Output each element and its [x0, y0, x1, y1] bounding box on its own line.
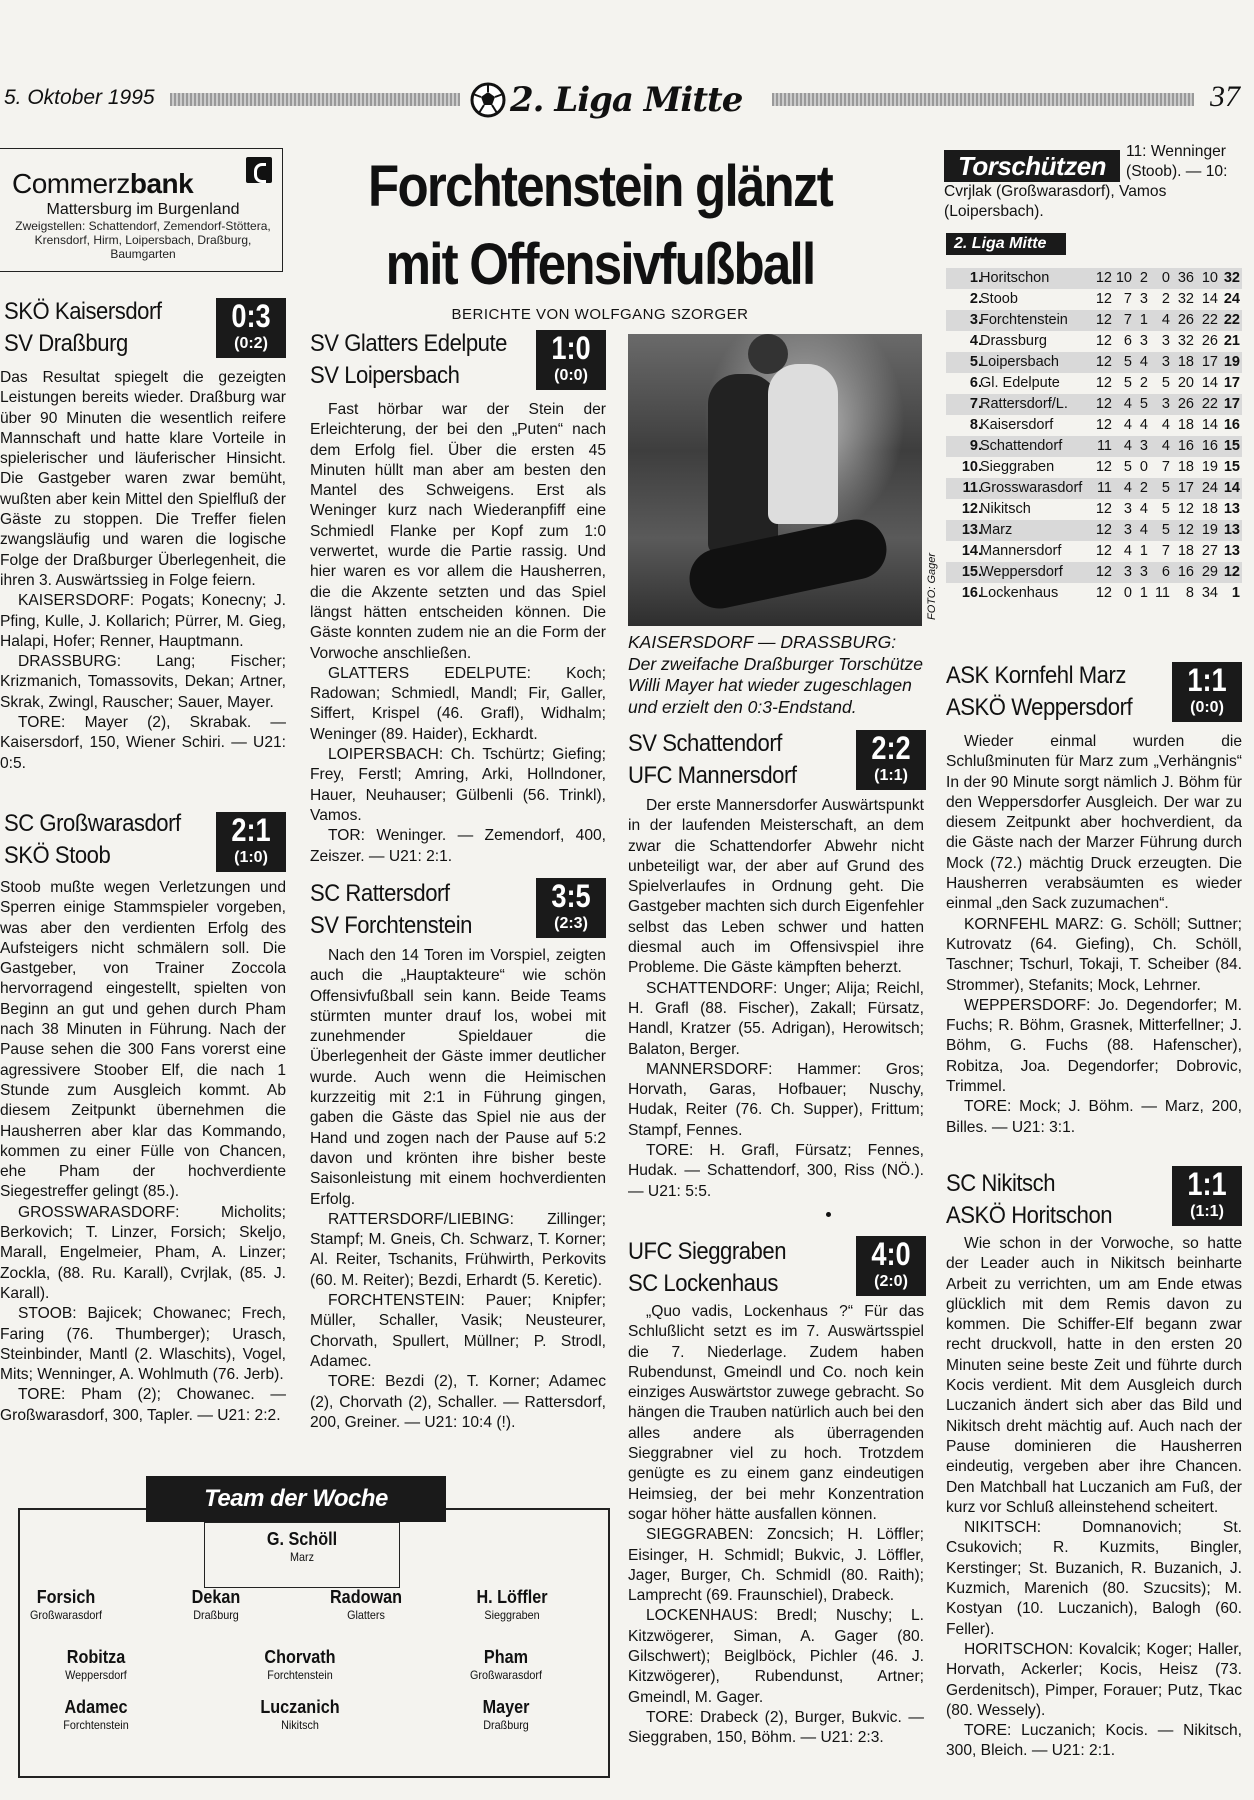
table-cell-ga: 14: [1201, 417, 1218, 433]
table-cell-gp: 11: [1096, 480, 1112, 496]
table-cell-l: 5: [1161, 375, 1170, 391]
table-cell-rank: 3.: [969, 312, 982, 328]
table-cell-rank: 10.: [961, 459, 982, 475]
table-cell-ga: 14: [1201, 375, 1218, 391]
table-cell-gf: 16: [1177, 564, 1194, 580]
score-badge-glatters: 1:0 (0:0): [536, 330, 606, 390]
table-cell-pts: 17: [1223, 396, 1240, 412]
table-cell-pts: 1: [1231, 585, 1240, 601]
table-cell-gp: 12: [1095, 501, 1112, 517]
table-cell-ga: 19: [1201, 522, 1218, 538]
table-cell-d: 2: [1139, 270, 1148, 286]
photo-caption: KAISERSDORF — DRASSBURG: Der zweifache Draßburger Torschütze Willi Mayer hat wieder zugeschlagen und erzielt den 0:3-Endstand.: [628, 632, 924, 717]
table-cell-d: 2: [1139, 375, 1148, 391]
match-heading-schattendorf: SV Schattendorf UFC Mannersdorf: [628, 730, 797, 789]
table-cell-pts: 13: [1223, 522, 1240, 538]
table-cell-ga: 16: [1201, 438, 1218, 454]
table-cell-pts: 21: [1223, 333, 1240, 349]
table-cell-rank: 15.: [961, 564, 982, 580]
match-heading-rattersdorf: SC Rattersdorf SV Forchtenstein: [310, 880, 473, 939]
table-cell-w: 4: [1123, 396, 1132, 412]
table-cell-w: 4: [1123, 417, 1132, 433]
table-row: [946, 478, 1242, 499]
table-cell-ga: 22: [1201, 312, 1218, 328]
table-cell-d: 1: [1139, 585, 1148, 601]
table-cell-ga: 27: [1201, 543, 1218, 559]
table-cell-gf: 8: [1185, 585, 1194, 601]
table-row: [946, 562, 1242, 583]
table-cell-gp: 12: [1095, 396, 1112, 412]
table-cell-pts: 13: [1223, 543, 1240, 559]
table-row: [946, 541, 1242, 562]
table-cell-gp: 11: [1096, 438, 1112, 454]
table-cell-gf: 18: [1177, 459, 1194, 475]
table-row: [946, 373, 1242, 394]
table-cell-team: Sieggraben: [980, 459, 1055, 475]
table-cell-l: 3: [1161, 396, 1170, 412]
match-heading-nikitsch: SC Nikitsch ASKÖ Horitschon: [946, 1170, 1113, 1229]
table-cell-pts: 32: [1223, 270, 1240, 286]
table-cell-rank: 13.: [961, 522, 982, 538]
table-cell-team: Schattendorf: [980, 438, 1063, 454]
table-cell-l: 7: [1161, 543, 1170, 559]
tow-defender: Radowan Glatters: [329, 1587, 402, 1622]
table-cell-team: Forchtenstein: [980, 312, 1068, 328]
table-cell-d: 3: [1139, 333, 1148, 349]
table-cell-w: 4: [1123, 438, 1132, 454]
main-headline: Forchtenstein glänzt mit Offensivfußball: [368, 154, 832, 297]
table-cell-gp: 12: [1095, 417, 1112, 433]
table-cell-d: 4: [1139, 522, 1148, 538]
table-cell-ga: 17: [1201, 354, 1218, 370]
table-cell-team: Marz: [980, 522, 1013, 538]
table-cell-pts: 22: [1223, 312, 1240, 328]
table-cell-l: 7: [1161, 459, 1170, 475]
table-cell-d: 3: [1139, 438, 1148, 454]
table-cell-l: 4: [1161, 438, 1170, 454]
table-cell-gp: 12: [1095, 543, 1112, 559]
table-cell-l: 5: [1161, 480, 1170, 496]
table-cell-gf: 36: [1177, 270, 1194, 286]
table-cell-rank: 16.: [961, 585, 982, 601]
table-cell-rank: 11.: [962, 480, 982, 496]
table-cell-gp: 12: [1095, 333, 1112, 349]
table-cell-w: 3: [1123, 564, 1132, 580]
tow-midfielder: Pham Großwarasdorf: [469, 1647, 543, 1682]
table-cell-gf: 20: [1177, 375, 1194, 391]
bank-city: Mattersburg im Burgenland: [46, 201, 240, 218]
tow-forward: Mayer Draßburg: [482, 1697, 530, 1732]
bank-logo-icon: [246, 157, 272, 183]
tow-forward: Luczanich Nikitsch: [260, 1697, 340, 1732]
table-cell-l: 3: [1161, 354, 1170, 370]
table-cell-gf: 18: [1177, 354, 1194, 370]
table-cell-rank: 1.: [969, 270, 982, 286]
article-schattendorf: Der erste Mannersdorfer Auswärtspunkt in der laufenden Meisterschaft, an dem zwar die Schattendorfer Abwehr nicht unbeteiligt war, der aber auf Grund des Spielverlaufes in Ordnung geht. Die Gastgeber machten sich durch Eigenfehler selbst das Leben schwer und hatten diesmal auch im Offensivspiel ihre Probleme. Die Gäste kämpften beherzt. SCHATTENDORF: Unger; Alija; Reichl, H. Grafl (88. Fischer), Zakall; Fürsatz, Handl, Kratzer (55. Adrigan), Herowitsch; Balaton, Berger. MANNERSDORF: Hammer: Gros; Horvath, Garas, Hofbauer; Nuschy, Hudak, Reiter (76. Ch. Supper), Frittum; Stampf, Fennes. TORE: H. Grafl, Fürsatz; Fennes, Hudak. — Schattendorf, 300, Riss (NÖ.). — U21: 5:5.: [628, 797, 924, 1200]
table-cell-pts: 19: [1223, 354, 1240, 370]
table-cell-gf: 12: [1177, 522, 1194, 538]
soccer-ball-icon: [468, 80, 508, 120]
table-cell-pts: 15: [1223, 459, 1240, 475]
issue-date: 5. Oktober 1995: [4, 86, 155, 109]
table-cell-w: 4: [1123, 480, 1132, 496]
table-cell-team: Gl. Edelpute: [980, 375, 1060, 391]
photo-credit: FOTO: Gager: [926, 552, 938, 620]
bank-name: Commerzbank: [12, 168, 194, 199]
table-cell-pts: 15: [1223, 438, 1240, 454]
article-glatters: Fast hörbar war der Stein der Erleichterung, der bei den „Puten“ nach dem Erfolg fiel. Über die ersten 45 Minuten hüllt man aber am besten den Mantel des Schweigens. Erst als Weninger kurz nach Wiederanpfiff eine Schmiedl Flanke per Kopf zum 1:0 verwertet, wurde die Partie rassig. Und hier waren es vor allem die Hausherren, die die Akzente setzten und das Spiel längst hätten entscheiden können. Die Gäste konnten zudem nie an die Form der Vorwoche anschließen. GLATTERS EDELPUTE: Koch; Radowan; Schmiedl, Mandl; Fir, Galler, Siffert, Krispel (46. Grafl), Widhalm; Weninger (89. Haider), Eckhardt. LOIPERSBACH: Ch. Tschürtz; Giefing; Frey, Ferstl; Amring, Arki, Hollndoner, Hauer, Neuhauser; Gülbenli (56. Trinkl), Vamos. TOR: Weninger. — Zemendorf, 400, Zeiszer. — U21: 2:1.: [310, 401, 606, 865]
table-cell-w: 7: [1123, 291, 1132, 307]
table-cell-gf: 16: [1177, 438, 1194, 454]
table-cell-l: 5: [1161, 501, 1170, 517]
table-cell-ga: 14: [1201, 291, 1218, 307]
table-cell-team: Nikitsch: [980, 501, 1031, 517]
table-cell-d: 1: [1139, 312, 1148, 328]
league-table-title: 2. Liga Mitte: [946, 233, 1066, 255]
table-cell-l: 2: [1161, 291, 1170, 307]
table-cell-pts: 24: [1223, 291, 1240, 307]
table-row: [946, 268, 1242, 289]
table-cell-ga: 18: [1201, 501, 1218, 517]
table-cell-gp: 12: [1095, 459, 1112, 475]
table-cell-team: Mannersdorf: [980, 543, 1062, 559]
table-cell-w: 5: [1123, 459, 1132, 475]
score-badge-kaisersdorf: 0:3 (0:2): [216, 298, 286, 358]
score-badge-kornfehl: 1:1 (0:0): [1172, 662, 1242, 722]
table-cell-d: 5: [1139, 396, 1148, 412]
table-cell-l: 0: [1161, 270, 1170, 286]
match-photo: [628, 334, 922, 626]
page-number: 37: [1210, 80, 1240, 113]
table-cell-d: 4: [1139, 417, 1148, 433]
article-sieggraben: „Quo vadis, Lockenhaus ?“ Für das Schlußlicht setzt es im 7. Auswärtsspiel die 7. Niederlage. Zudem haben Rubendunst, Gmeindl und Co. noch kein einziges Auswärtstor zuwege gebracht. So hängen die Trauben natürlich auch bei den alles andere als überragenden Sieggrabner viel zu hoch. Trotzdem genügte es zu einem ganz eindeutigen Heimsieg, der bei mehr Konzentration sogar höher hätte ausfallen können. SIEGGRABEN: Zoncsich; H. Löffler; Eisinger, H. Schmidl; Bukvic, J. Löffler, Jager, Burger, Ch. Schmidl (80. Raith); Lamprecht (69. Fraunschiel), Drabeck. LOCKENHAUS: Bredl; Nuschy; L. Kitzwögerer, Siman, A. Gager (80. Gilschwert); Beiglböck, Pichler (46. J. Kitzwögerer), Rubendunst, Artner; Gmeindl, M. Gager. TORE: Drabeck (2), Burger, Bukvic. — Sieggraben, 150, Böhm. — U21: 2:3.: [628, 1303, 924, 1747]
table-cell-team: Stoob: [980, 291, 1018, 307]
article-kornfehl: Wieder einmal wurden die Schlußminuten für Marz zum „Verhängnis“ In der 90 Minute sorgt nämlich J. Böhm für den Weppersdorfer Ausgleich. Der war zu diesem Zeitpunkt aber hochverdient, da die Gäste nach der Marzer Führung durch Mock (72.) mächtig Druck erzeugten. Die Hausherren verabsäumten es wieder einmal „den Sack zuzumachen“. KORNFEHL MARZ: G. Schöll; Suttner; Kutrovatz (64. Giefing), Ch. Schöll, Taschner; Tschurl, Tokaji, T. Scheiber (84. Strommer), Stefanits; Mock, Lehrner. WEPPERSDORF: Jo. Degendorfer; M. Fuchs; R. Böhm, Grasnek, Mitterfellner; J. Böhm, G. Fuchs (88. Hafenscher), Robitza, Joa. Degendorfer; Dobrovic, Trimmel. TORE: Mock; J. Böhm. — Marz, 200, Billes. — U21: 3:1.: [946, 733, 1242, 1136]
table-cell-d: 4: [1139, 354, 1148, 370]
table-cell-gf: 12: [1177, 501, 1194, 517]
table-cell-gf: 18: [1177, 543, 1194, 559]
table-cell-gp: 12: [1095, 564, 1112, 580]
byline: BERICHTE VON WOLFGANG SZORGER: [451, 306, 749, 323]
table-cell-gf: 32: [1177, 333, 1194, 349]
table-cell-ga: 19: [1201, 459, 1218, 475]
section-logo: [464, 80, 764, 120]
top-scorers-text: 11: Wenninger (Stoob). — 10: Cvrjlak (Großwarasdorf), Vamos (Loipersbach).: [944, 143, 1228, 220]
table-row: [946, 457, 1242, 478]
table-cell-gp: 12: [1095, 585, 1112, 601]
match-heading-sieggraben: UFC Sieggraben SC Lockenhaus: [628, 1238, 787, 1297]
table-cell-l: 4: [1161, 417, 1170, 433]
score-badge-grosswarasdorf: 2:1 (1:0): [216, 812, 286, 872]
table-cell-gp: 12: [1095, 354, 1112, 370]
table-row: [946, 394, 1242, 415]
table-row: [946, 289, 1242, 310]
table-cell-team: Rattersdorf/L.: [980, 396, 1068, 412]
table-cell-l: 6: [1161, 564, 1170, 580]
table-cell-gf: 32: [1177, 291, 1194, 307]
table-cell-team: Horitschon: [980, 270, 1050, 286]
table-cell-pts: 13: [1223, 501, 1240, 517]
table-cell-ga: 24: [1201, 480, 1218, 496]
tow-goalkeeper: G. Schöll Marz: [266, 1529, 338, 1564]
table-cell-gp: 12: [1095, 375, 1112, 391]
table-cell-gf: 17: [1177, 480, 1194, 496]
match-heading-glatters: SV Glatters Edelpute SV Loipersbach: [310, 330, 507, 389]
table-cell-w: 4: [1123, 543, 1132, 559]
table-cell-d: 2: [1139, 480, 1148, 496]
score-badge-schattendorf: 2:2 (1:1): [856, 730, 926, 790]
table-cell-team: Drassburg: [980, 333, 1047, 349]
table-cell-w: 5: [1123, 375, 1132, 391]
score-badge-nikitsch: 1:1 (1:1): [1172, 1166, 1242, 1226]
table-cell-rank: 6.: [969, 375, 982, 391]
table-cell-gf: 18: [1177, 417, 1194, 433]
match-heading-kornfehl: ASK Kornfehl Marz ASKÖ Weppersdorf: [946, 662, 1133, 721]
table-cell-w: 6: [1123, 333, 1132, 349]
table-cell-d: 0: [1139, 459, 1148, 475]
table-cell-rank: 9.: [969, 438, 982, 454]
table-cell-ga: 26: [1201, 333, 1218, 349]
score-badge-rattersdorf: 3:5 (2:3): [536, 878, 606, 938]
match-heading-kaisersdorf: SKÖ Kaisersdorf SV Draßburg: [4, 298, 162, 357]
table-cell-team: Lockenhaus: [980, 585, 1059, 601]
table-cell-d: 3: [1139, 564, 1148, 580]
table-cell-d: 3: [1139, 291, 1148, 307]
team-of-week-title: Team der Woche: [146, 1476, 446, 1522]
table-cell-gp: 12: [1095, 291, 1112, 307]
table-cell-w: 3: [1123, 501, 1132, 517]
table-cell-rank: 7.: [969, 396, 982, 412]
table-cell-rank: 4.: [969, 333, 982, 349]
table-cell-gp: 12: [1095, 522, 1112, 538]
section-title: 2. Liga Mitte: [510, 80, 743, 120]
article-grosswarasdorf: Stoob mußte wegen Verletzungen und Sperren einige Stammspieler vorgeben, was aber den verdienten Erfolg des Aufsteigers nicht schmälern soll. Die Gastgeber, von Trainer Zoccola hervorragend eingestellt, spielten von Beginn an gut und gehen durch Pham nach 38 Minuten in Führung. Nach der Pause sehen die 300 Fans vorerst eine agressivere Stoober Elf, die nach 1 Stunde zum Ausgleich kommt. Ab diesem Zeitpunkt übernehmen die Hausherren aber klar das Kommando, kommen zu einer Fülle von Chancen, ehe Pham der hochverdiente Siegestreffer gelingt (85.). GROSSWARASDORF: Micholits; Berkovich; T. Linzer, Forsich; Skeljo, Marall, Engelmeier, Pham, A. Linzer; Zockla, (88. Ru. Karall), Cvrjlak, (85. J. Karall). STOOB: Bajicek; Chowanec; Frech, Faring (76. Thumberger); Urasch, Steinbinder, Mantl (2. Wlaschits), Vogel, Mits; Wenninger, A. Wohlmuth (76. Jerb). TORE: Pham (2); Chowanec. — Großwarasdorf, 300, Tapler. — U21: 2:2.: [0, 879, 286, 1424]
table-row: [946, 352, 1242, 373]
table-cell-pts: 17: [1223, 375, 1240, 391]
table-cell-d: 1: [1139, 543, 1148, 559]
article-kaisersdorf: Das Resultat spiegelt die gezeigten Leistungen bereits wieder. Draßburg war über 90 Minuten die wesentlich reifere Mannschaft und hatte klare Vorteile in spielerischer und läuferischer Hinsicht. Die Gastgeber waren zwar bemüht, wußten aber kein Mittel den Spielfluß der Gäste zu stoppen. Die Treffer fielen zwangsläufig und waren die logische Folge der Draßburger Überlegenheit, die ihren 3. Auswärtssieg in Folge feiern. KAISERSDORF: Pogats; Konecny; J. Pfing, Kulle, J. Kollarich; Pürrer, M. Gieg, Halapi, Hofer; Renner, Hauptmann. DRASSBURG: Lang; Fischer; Krizmanich, Tomassovits, Dekan; Artner, Skrak, Zwingl, Rauscher; Sauer, Mayer. TORE: Mayer (2), Skrabak. — Kaisersdorf, 150, Wiener Schiri. — U21: 0:5.: [0, 369, 286, 772]
table-cell-team: Loipersbach: [980, 354, 1059, 370]
table-cell-l: 5: [1161, 522, 1170, 538]
table-cell-gp: 12: [1095, 270, 1112, 286]
table-cell-team: Weppersdorf: [980, 564, 1063, 580]
tow-midfielder: Chorvath Forchtenstein: [264, 1647, 336, 1682]
table-row: [946, 520, 1242, 541]
article-nikitsch: Wie schon in der Vorwoche, so hatte der Leader auch in Nikitsch beinharte Arbeit zu verrichten, um am Ende etwas glücklich mit dem Remis davon zu kommen. Die Schiffer-Elf begann zwar recht druckvoll, hatte in den ersten 20 Minuten seine beste Zeit und führte durch Kocis verdient. Mit dem Ausgleich durch Luczanich ändert sich aber das Bild und Nikitsch dreht mächtig auf. Auch nach der Pause dominieren die Hausherren eindeutig, vergeben aber ihre Chancen. Den Matchball hat Luczanich am Fuß, der kurz vor Schluß alleinstehend scheitert. NIKITSCH: Domnanovich; St. Csukovich; R. Kuzmits, Bingler, Kerstinger; St. Buzanich, R. Buzanich, J. Kuzmich, Marenich (80. Szucsits); M. Kostyan (10. Luczanich), Balogh (60. Feller). HORITSCHON: Kovalcik; Koger; Haller, Horvath, Ackerler; Kocis, Heisz (73. Gerdenitsch), Pimper, Forauer; Putz, Tkac (80. Wessely). TORE: Luczanich; Kocis. — Nikitsch, 300, Bleich. — U21: 2:1.: [946, 1235, 1242, 1760]
league-table: [946, 268, 1242, 604]
bank-branches: Zweigstellen: Schattendorf, Zemendorf-Stöttera, Krensdorf, Hirm, Loipersbach, Draßburg, Baumgarten: [15, 219, 271, 261]
table-row: [946, 436, 1242, 457]
header-rule-right: [772, 93, 1194, 106]
commerzbank-ad: [0, 148, 283, 272]
table-cell-w: 10: [1115, 270, 1132, 286]
top-scorers-title: Torschützen: [944, 150, 1120, 182]
table-cell-l: 11: [1154, 585, 1170, 601]
table-cell-l: 4: [1161, 312, 1170, 328]
table-cell-rank: 2.: [969, 291, 982, 307]
table-cell-gf: 26: [1177, 312, 1194, 328]
table-cell-w: 0: [1123, 585, 1132, 601]
table-cell-gf: 26: [1177, 396, 1194, 412]
tow-defender: Dekan Draßburg: [191, 1587, 241, 1622]
table-cell-l: 3: [1161, 333, 1170, 349]
table-cell-gp: 12: [1095, 312, 1112, 328]
table-cell-ga: 34: [1201, 585, 1218, 601]
table-cell-ga: 29: [1201, 564, 1218, 580]
stray-dot: [826, 1212, 831, 1217]
table-cell-w: 7: [1123, 312, 1132, 328]
table-cell-pts: 14: [1223, 480, 1240, 496]
tow-forward: Adamec Forchtenstein: [63, 1697, 129, 1732]
match-heading-grosswarasdorf: SC Großwarasdorf SKÖ Stoob: [4, 810, 181, 869]
article-rattersdorf: Nach den 14 Toren im Vorspiel, zeigten auch die „Hauptakteure“ wie schön Offensivfußball sein kann. Beide Teams stürmten munter drauf los, wobei mit zunehmender Spieldauer die Überlegenheit der Gäste immer deutlicher wurde. Auch wenn die Heimischen kurzzeitig mit 2:1 in Führung gingen, gaben die Gäste das Spiel nie aus der Hand und zogen nach der Pause auf 5:2 davon und krönten ihre bisher beste Saisonleistung mit einem hochverdienten Erfolg. RATTERSDORF/LIEBING: Zillinger; Stampf; M. Gneis, Ch. Schwarz, T. Korner; Al. Reiter, Tschanits, Frühwirth, Perkovits (60. M. Reiter); Bezdi, Erhardt (5. Keretic). FORCHTENSTEIN: Pauer; Knipfer; Müller, Schaller, Vasik; Neusteurer, Chorvath, Spullert, Müllner; P. Strodl, Adamec. TORE: Bezdi (2), T. Korner; Adamec (2), Chorvath (2), Schaller. — Rattersdorf, 200, Greiner. — U21: 10:4 (!).: [310, 947, 606, 1431]
table-cell-ga: 22: [1201, 396, 1218, 412]
tow-midfielder: Robitza Weppersdorf: [65, 1647, 127, 1682]
table-cell-rank: 8.: [969, 417, 982, 433]
table-cell-w: 5: [1123, 354, 1132, 370]
score-badge-sieggraben: 4:0 (2:0): [856, 1236, 926, 1296]
table-cell-rank: 14.: [961, 543, 982, 559]
table-cell-pts: 12: [1223, 564, 1240, 580]
table-row: [946, 415, 1242, 436]
table-cell-w: 3: [1123, 522, 1132, 538]
table-cell-rank: 5.: [969, 354, 982, 370]
table-cell-team: Kaisersdorf: [980, 417, 1054, 433]
table-cell-rank: 12.: [961, 501, 982, 517]
table-row: [946, 499, 1242, 520]
tow-defender: H. Löffler Sieggraben: [476, 1587, 548, 1622]
table-cell-d: 4: [1139, 501, 1148, 517]
table-cell-pts: 16: [1223, 417, 1240, 433]
tow-defender: Forsich Großwarasdorf: [29, 1587, 103, 1622]
table-cell-ga: 10: [1201, 270, 1218, 286]
table-row: [946, 331, 1242, 352]
header-rule-left: [170, 93, 460, 106]
table-row: [946, 583, 1242, 604]
table-cell-team: Grosswarasdorf: [980, 480, 1083, 496]
table-row: [946, 310, 1242, 331]
